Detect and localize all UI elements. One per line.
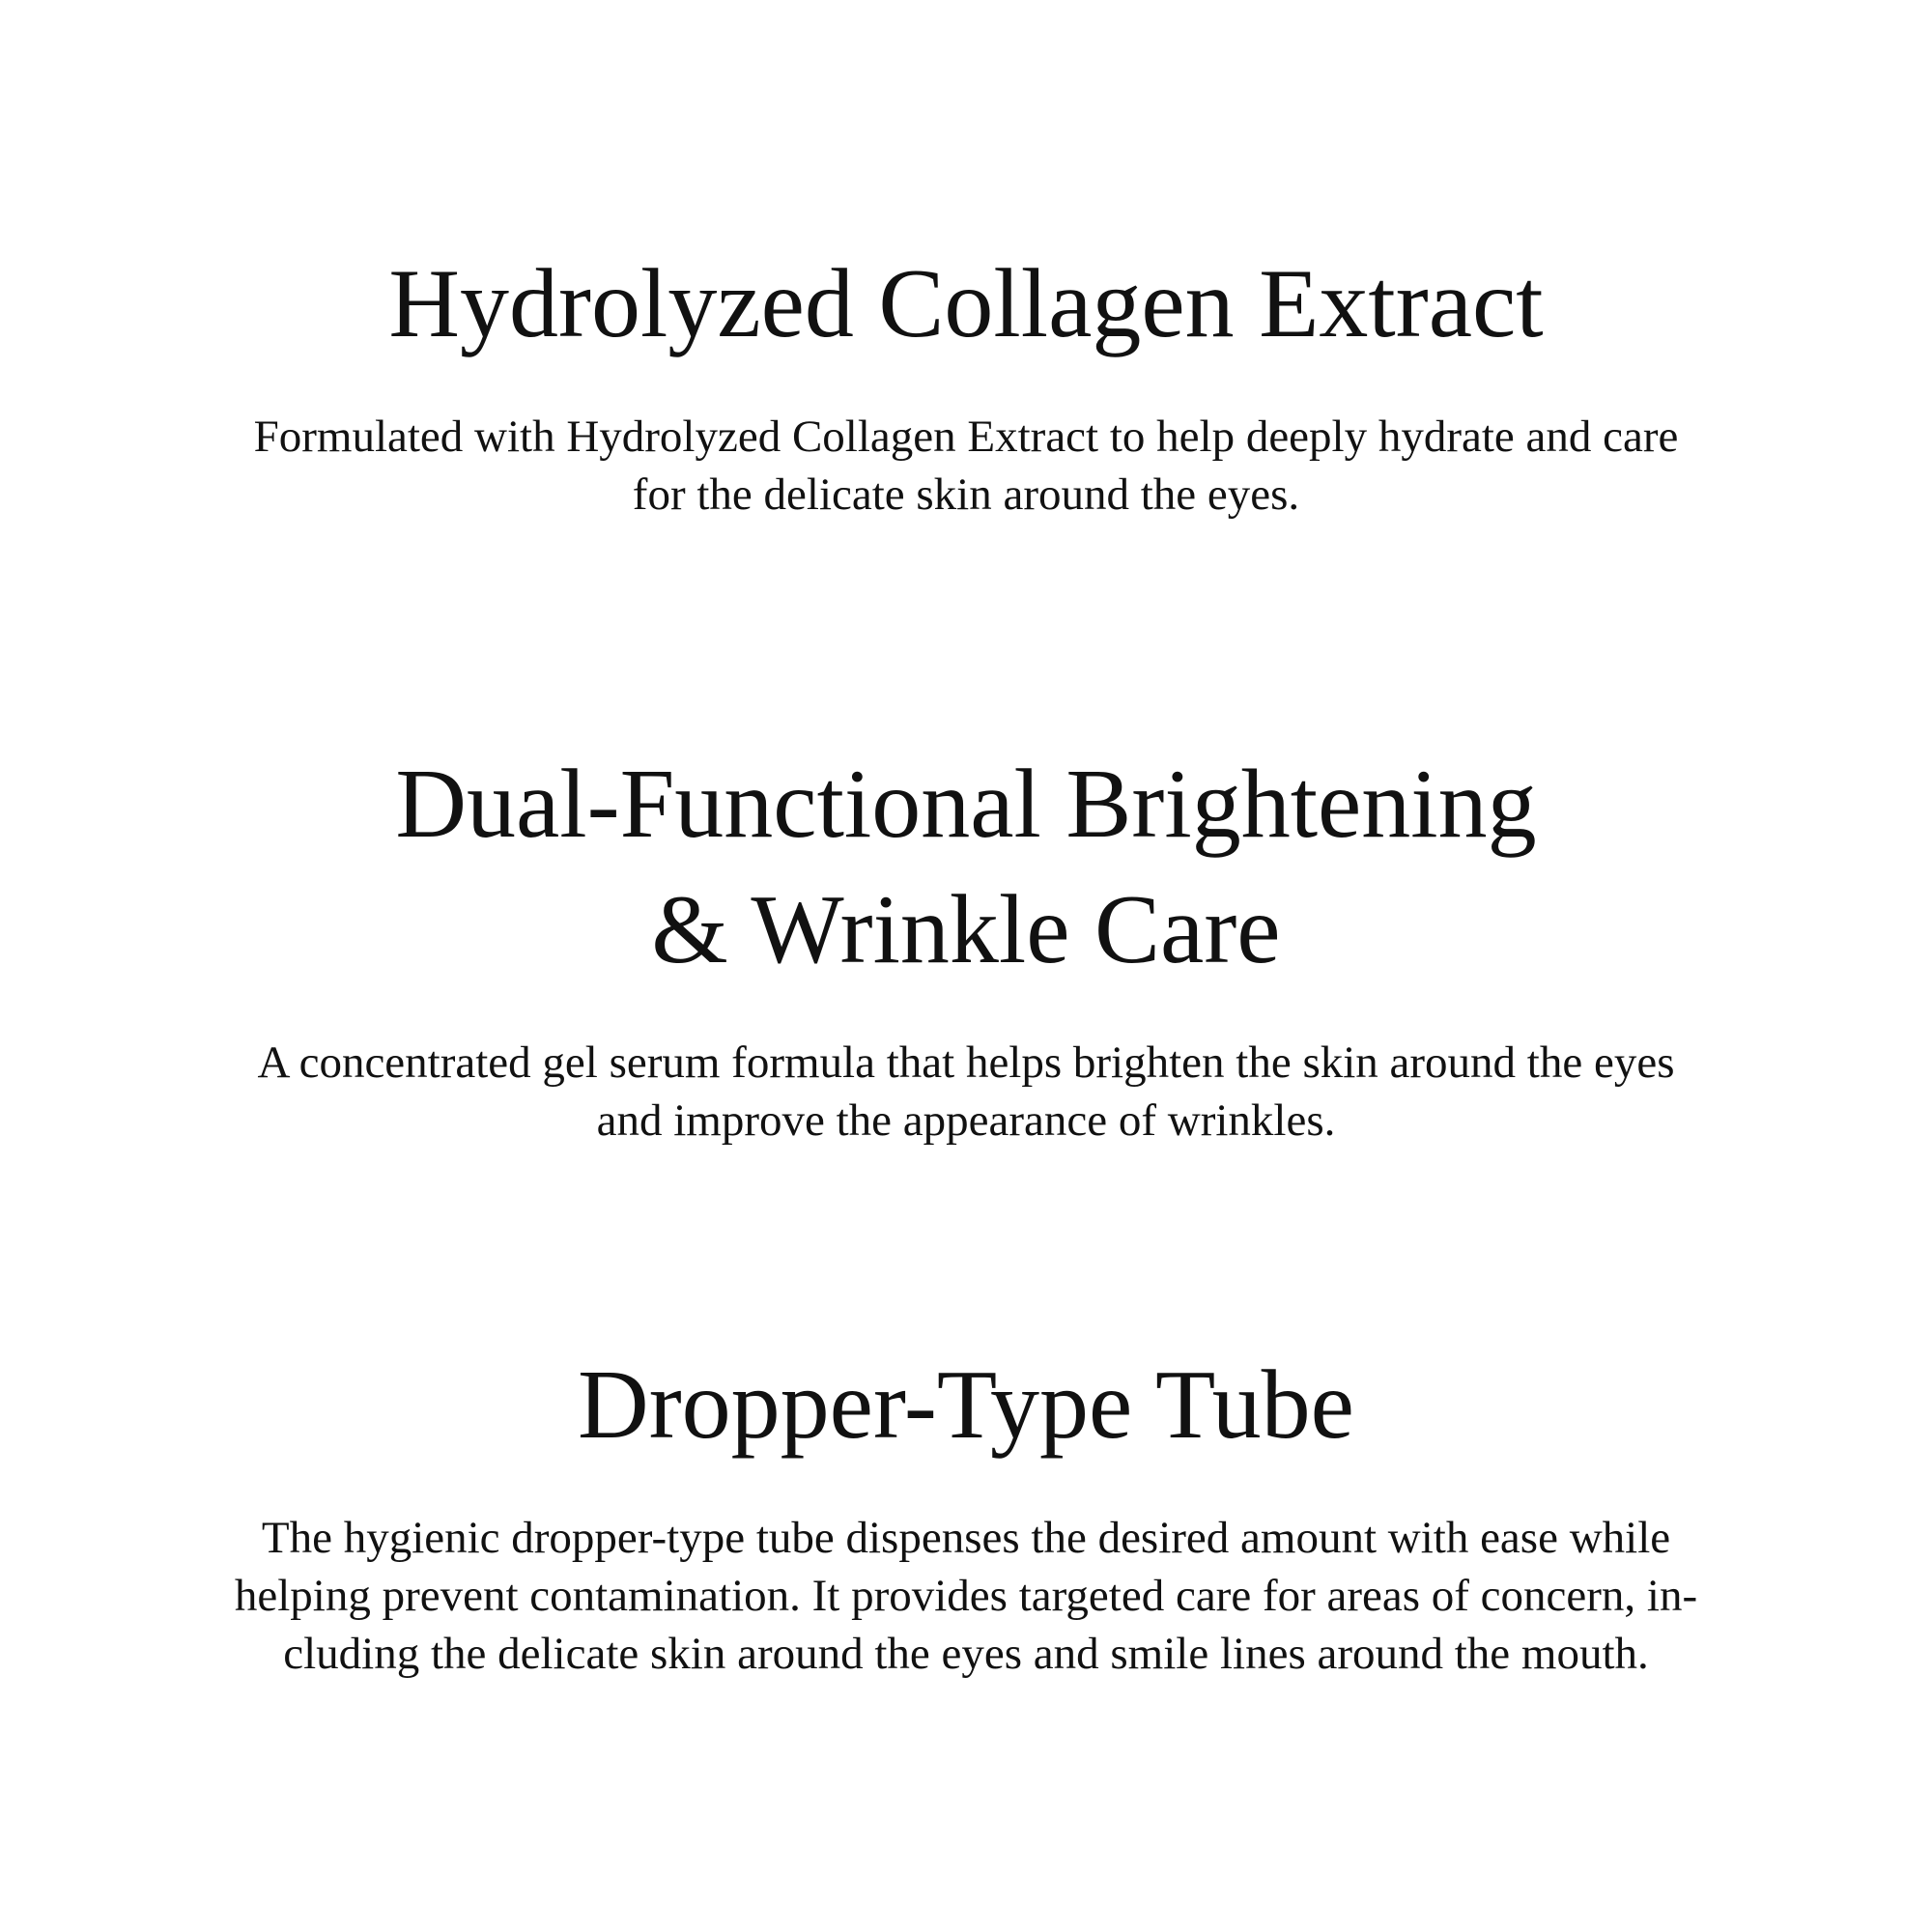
section-description bbox=[0, 1034, 1932, 1150]
section-dropper-type-tube bbox=[0, 1343, 1932, 1683]
section-description bbox=[0, 408, 1932, 524]
heading-line: Dual-Functional Brightening bbox=[395, 750, 1537, 859]
description-line: The hygienic dropper-type tube dispenses the desired amount with ease while bbox=[261, 1513, 1671, 1563]
heading-line: Hydrolyzed Collagen Extract bbox=[388, 249, 1544, 358]
description-line: A concentrated gel serum formula that helps brighten the skin around the eyes bbox=[257, 1037, 1675, 1088]
description-line: helping prevent contamination. It provides targeted care for areas of concern, in- bbox=[234, 1571, 1698, 1621]
section-hydrolyzed-collagen bbox=[0, 242, 1932, 524]
section-heading bbox=[0, 742, 1932, 993]
description-line: for the delicate skin around the eyes. bbox=[632, 469, 1300, 520]
description-line: and improve the appearance of wrinkles. bbox=[596, 1095, 1336, 1146]
description-line: cluding the delicate skin around the eyes and smile lines around the mouth. bbox=[283, 1629, 1649, 1679]
section-heading bbox=[0, 242, 1932, 367]
heading-line: Dropper-Type Tube bbox=[578, 1350, 1354, 1460]
section-description bbox=[0, 1509, 1932, 1683]
section-heading bbox=[0, 1343, 1932, 1468]
section-brightening-wrinkle-care bbox=[0, 742, 1932, 1150]
heading-line: & Wrinkle Care bbox=[651, 875, 1281, 984]
description-line: Formulated with Hydrolyzed Collagen Extract to help deeply hydrate and care bbox=[253, 412, 1679, 462]
